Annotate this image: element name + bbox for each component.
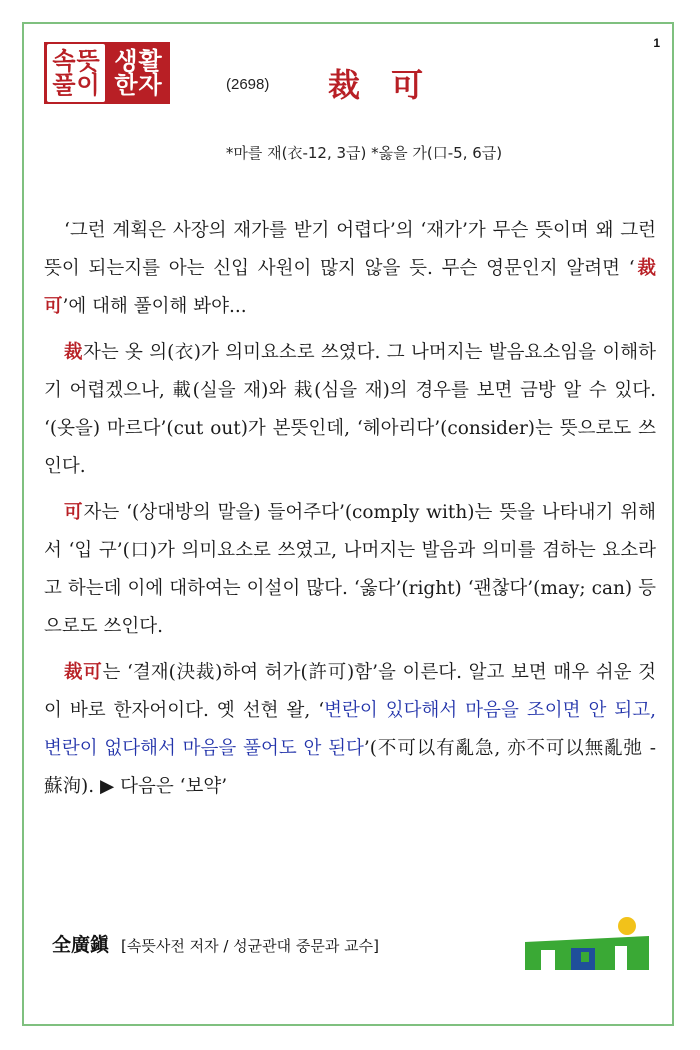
author-credit [52,930,379,957]
highlight-term: 裁可 [64,662,103,683]
page-number: 1 [653,36,660,50]
paragraph-intro: ‘그런 계획은 사장의 재가를 받기 어렵다’의 ‘재가’가 무슨 뜻이며 왜 그런 뜻이 되는지를 아는 신입 사원이 많지 않을 듯. 무슨 영문인지 알려면 ‘裁可’에 대해 풀이해 봐야... [44,220,656,317]
article-body [44,212,656,814]
highlight-term: 裁可 [44,258,656,317]
author-name: 全廣鎭 [52,934,110,956]
author-role: [속뜻사전 저자 / 성균관대 중문과 교수] [121,937,379,955]
page-title: 裁 可 [328,66,434,104]
paragraph-summary: 裁可는 ‘결재(決裁)하여 허가(許可)함’을 이른다. 알고 보면 매우 쉬운 것이 바로 한자어이다. 옛 선현 왈, ‘변란이 있다해서 마음을 조이면 안 되고, 변란이 없다해서 마음을 풀어도 안 된다’(不可以有亂急, 亦不可以無亂弛 - 蘇洵). ▶ 다음은 ‘보약’ [44,662,656,797]
publisher-logo-icon [523,916,651,972]
logo-right-block: 생 활 한 자 [114,47,162,99]
quote-text: 변란이 있다해서 마음을 조이면 안 되고, 변란이 없다해서 마음을 풀어도 안 된다 [44,700,656,759]
character-info: *마를 재(衣-12, 3급) *옳을 가(口-5, 6급) [225,144,503,162]
logo-left-block: 속 뜻 풀 이 [47,44,105,102]
sokddeut-logo [44,42,170,104]
series-number: (2698) [226,76,270,93]
paragraph-char-1: 裁자는 옷 의(衣)가 의미요소로 쓰였다. 그 나머지는 발음요소임을 이해하기 어렵겠으나, 載(실을 재)와 栽(심을 재)의 경우를 보면 금방 알 수 있다. ‘(옷을) 마르다’(cut out)가 본뜻인데, ‘헤아리다’(consider)는 뜻으로도 쓰인다. [44,342,656,477]
highlight-char: 裁 [64,342,83,363]
highlight-char: 可 [64,502,84,523]
paragraph-char-2: 可자는 ‘(상대방의 말을) 들어주다’(comply with)는 뜻을 나타내기 위해서 ‘입 구’(口)가 의미요소로 쓰였고, 나머지는 발음과 의미를 겸하는 요소라고 하는데 이에 대하여는 이설이 많다. ‘옳다’(right) ‘괜찮다’(may; can) 등으로도 쓰인다. [44,502,656,637]
